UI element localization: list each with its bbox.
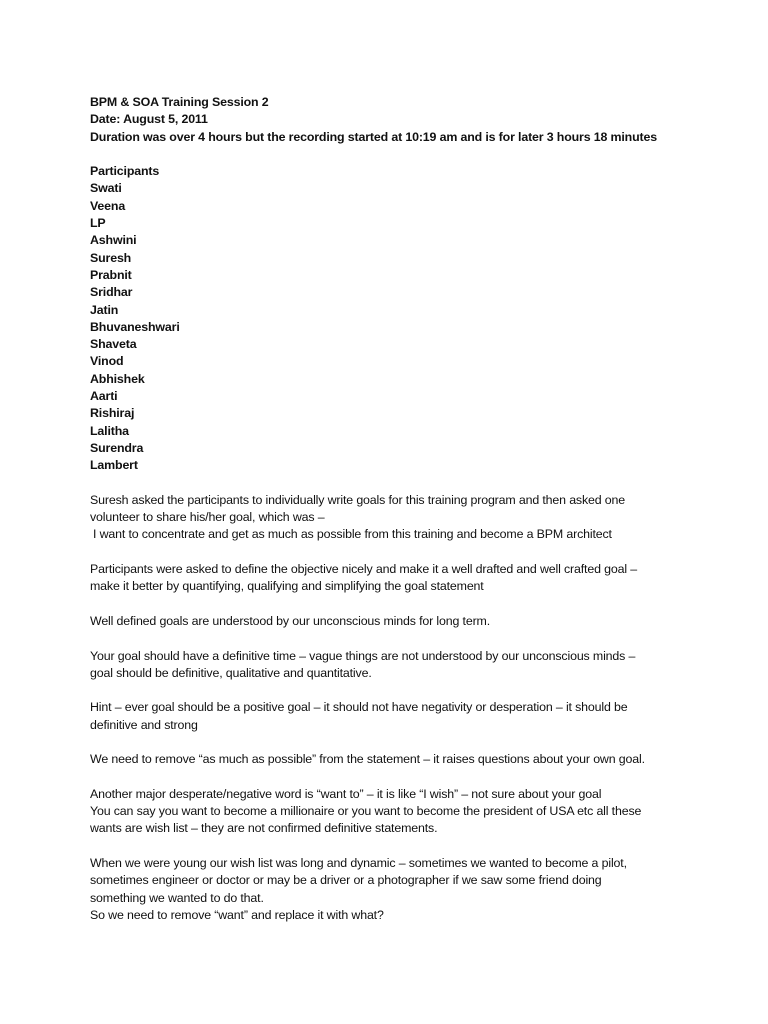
- participant-name: Jatin: [90, 302, 119, 317]
- text-line: Hint – ever goal should be a positive goal – it should not have negativity or desperation – it should be: [90, 700, 628, 715]
- text-line: So we need to remove “want” and replace it with what?: [90, 907, 384, 922]
- text-line: Well defined goals are understood by our unconscious minds for long term.: [90, 613, 491, 628]
- participant-name: Lambert: [90, 458, 138, 473]
- spacer: [90, 630, 760, 647]
- paragraph-definitive-time: [90, 648, 760, 683]
- text-line: Participants were asked to define the objective nicely and make it a well drafted and well crafted goal –: [90, 562, 637, 577]
- participant-name: Abhishek: [90, 371, 145, 386]
- participant-name: Surendra: [90, 440, 144, 455]
- text-line: Another major desperate/negative word is “want to” – it is like “I wish” – not sure about your goal: [90, 786, 602, 801]
- participant-name: Prabnit: [90, 267, 132, 282]
- participant-name: Rishiraj: [90, 406, 135, 421]
- participant-name: LP: [90, 216, 106, 231]
- paragraph-goal-writing: [90, 492, 760, 544]
- document-title: BPM & SOA Training Session 2: [90, 95, 269, 109]
- paragraph-well-defined-goals: [90, 613, 760, 630]
- participant-name: Suresh: [90, 250, 132, 265]
- paragraph-hint: [90, 699, 760, 734]
- participant-name: Vinod: [90, 354, 124, 369]
- text-line: definitive and strong: [90, 717, 198, 732]
- participant-name: Ashwini: [90, 233, 137, 248]
- text-line: We need to remove “as much as possible” from the statement – it raises questions about your own goal.: [90, 752, 645, 767]
- spacer: [90, 475, 760, 492]
- paragraph-remove-phrase: [90, 751, 760, 768]
- text-line: You can say you want to become a millionaire or you want to become the president of USA etc all these: [90, 804, 642, 819]
- spacer: [90, 544, 760, 561]
- spacer: [90, 838, 760, 855]
- participant-name: Swati: [90, 181, 122, 196]
- participant-name: Shaveta: [90, 337, 137, 352]
- spacer: [90, 596, 760, 613]
- paragraph-wish-list: [90, 855, 760, 924]
- text-line: Suresh asked the participants to individually write goals for this training program and then asked one: [90, 492, 626, 507]
- participant-name: Veena: [90, 198, 126, 213]
- participant-name: Bhuvaneshwari: [90, 319, 180, 334]
- text-line: I want to concentrate and get as much as possible from this training and become a BPM architect: [93, 527, 612, 542]
- participant-name: Aarti: [90, 389, 118, 404]
- text-line: goal should be definitive, qualitative and quantitative.: [90, 665, 372, 680]
- spacer: [90, 734, 760, 751]
- participant-name: Sridhar: [90, 285, 133, 300]
- text-line: When we were young our wish list was long and dynamic – sometimes we wanted to become a pilot,: [90, 856, 627, 871]
- text-line: Your goal should have a definitive time – vague things are not understood by our unconscious minds –: [90, 648, 636, 663]
- text-line: something we wanted to do that.: [90, 890, 264, 905]
- spacer: [90, 682, 760, 699]
- document-page: [90, 94, 760, 924]
- text-line: sometimes engineer or doctor or may be a driver or a photographer if we saw some friend doing: [90, 873, 602, 888]
- paragraph-negative-word: [90, 786, 760, 838]
- text-line: wants are wish list – they are not confirmed definitive statements.: [90, 821, 438, 836]
- text-line: volunteer to share his/her goal, which was –: [90, 510, 325, 525]
- spacer: [90, 769, 760, 786]
- participant-name: Lalitha: [90, 423, 129, 438]
- spacer: [90, 146, 760, 163]
- text-line: make it better by quantifying, qualifying and simplifying the goal statement: [90, 579, 484, 594]
- paragraph-define-objective: [90, 561, 760, 596]
- participants-heading: Participants: [90, 164, 160, 179]
- session-date: Date: August 5, 2011: [90, 112, 208, 127]
- session-duration: Duration was over 4 hours but the recording started at 10:19 am and is for later 3 hours 18 minutes: [90, 129, 657, 144]
